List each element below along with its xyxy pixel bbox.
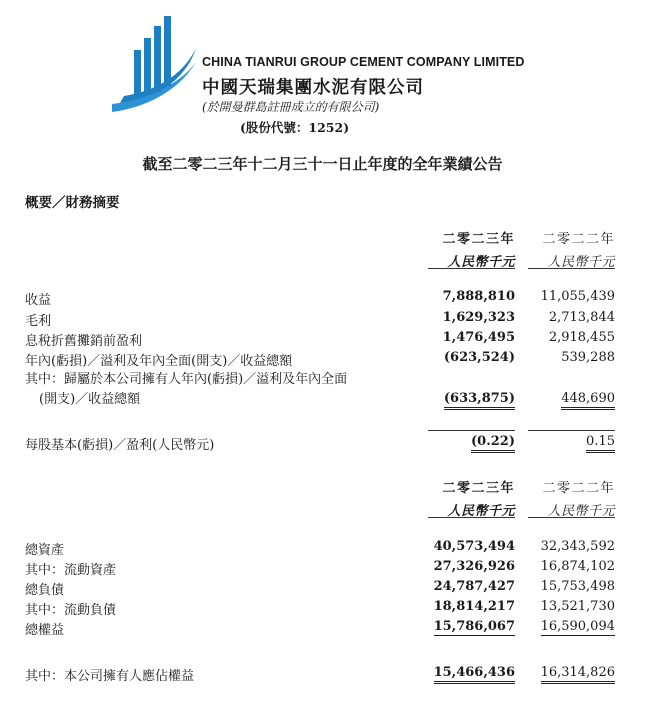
company-name-cn: 中國天瑞集團水泥有限公司 bbox=[202, 78, 424, 98]
row-label: 總權益 bbox=[25, 623, 65, 638]
value-2023: 40,573,494 bbox=[433, 539, 515, 554]
value-2022: 32,343,592 bbox=[540, 539, 615, 554]
value-2022: 539,288 bbox=[561, 350, 615, 365]
value-2023: 15,466,436 bbox=[434, 665, 515, 684]
table1-header-2022-unit: 人民幣千元 bbox=[547, 255, 615, 270]
row-label: 年內(虧損)／溢利及年內全面(開支)／收益總額 bbox=[25, 354, 293, 369]
table2-header-rule-2023 bbox=[428, 517, 515, 518]
value-2023: 7,888,810 bbox=[442, 289, 515, 304]
table1-header-2023-unit: 人民幣千元 bbox=[447, 255, 515, 270]
table1-header-2023 bbox=[442, 228, 515, 270]
value-2023: 15,786,067 bbox=[433, 619, 515, 634]
row-label: 毛利 bbox=[25, 314, 52, 329]
section-title: 概要／財務摘要 bbox=[25, 195, 120, 211]
table-row bbox=[25, 539, 615, 558]
value-2022: 16,590,094 bbox=[540, 619, 615, 634]
table1-header-2022 bbox=[542, 228, 615, 270]
row-label: 其中：流動資產 bbox=[25, 563, 117, 578]
table-row bbox=[25, 330, 615, 349]
value-2022: 16,874,102 bbox=[540, 559, 615, 574]
value-2023: 1,629,323 bbox=[442, 310, 515, 325]
value-2022: 448,690 bbox=[561, 391, 615, 410]
announcement-title: 截至二零二三年十二月三十一日止年度的全年業績公告 bbox=[142, 155, 503, 173]
table2-header-2022 bbox=[542, 477, 615, 519]
eps-top-rule-2023 bbox=[428, 430, 515, 431]
row-label: 其中：本公司擁有人應佔權益 bbox=[25, 669, 195, 684]
table1-header-rule-2023 bbox=[428, 268, 515, 269]
eps-row bbox=[25, 434, 615, 453]
value-2022: 0.15 bbox=[586, 434, 615, 453]
table-row bbox=[25, 289, 615, 308]
row-label: 其中：流動負債 bbox=[25, 603, 117, 618]
value-2023: (0.22) bbox=[471, 434, 515, 453]
value-2022: 2,713,844 bbox=[548, 310, 615, 325]
equity-owners-row bbox=[25, 665, 615, 684]
row-label: 總負債 bbox=[25, 583, 65, 598]
table-row bbox=[25, 350, 615, 369]
table-row bbox=[25, 579, 615, 598]
company-logo-icon bbox=[104, 12, 200, 120]
table-row bbox=[25, 599, 615, 618]
table-row bbox=[25, 559, 615, 578]
table2-header-2023-year: 二零二三年 bbox=[442, 481, 515, 496]
row-label bbox=[25, 370, 347, 410]
value-2022: 16,314,826 bbox=[541, 665, 615, 684]
value-2022: 13,521,730 bbox=[540, 599, 615, 614]
table2-header-2023 bbox=[442, 477, 515, 519]
value-2023: 18,814,217 bbox=[433, 599, 515, 614]
table2-header-rule-2022 bbox=[528, 517, 615, 518]
table-row bbox=[25, 310, 615, 329]
value-2023: (633,875) bbox=[444, 391, 515, 410]
eps-top-rule-2022 bbox=[528, 430, 615, 431]
value-2023: (623,524) bbox=[443, 350, 515, 365]
row-label: 總資產 bbox=[25, 543, 65, 558]
row-label: 每股基本(虧損)／盈利(人民幣元) bbox=[25, 438, 215, 453]
table-row bbox=[25, 619, 615, 638]
table1-header-2023-year: 二零二三年 bbox=[442, 232, 515, 247]
table-row bbox=[25, 370, 615, 410]
table2-header-2022-year: 二零二二年 bbox=[542, 481, 615, 496]
table1-header-rule-2022 bbox=[528, 268, 615, 269]
value-2022: 2,918,455 bbox=[548, 330, 615, 345]
row-label-line2: (開支)／收益總額 bbox=[39, 392, 141, 407]
row-label: 息稅折舊攤銷前盈利 bbox=[25, 334, 143, 349]
value-2022: 11,055,439 bbox=[540, 289, 615, 304]
table1-header-2022-year: 二零二二年 bbox=[542, 232, 615, 247]
row-label-line1: 其中：歸屬於本公司擁有人年內(虧損)／溢利及年內全面 bbox=[25, 372, 348, 387]
value-2023: 24,787,427 bbox=[433, 579, 515, 594]
value-2022: 15,753,498 bbox=[540, 579, 615, 594]
value-2023: 27,326,926 bbox=[433, 559, 515, 574]
company-name-en: CHINA TIANRUI GROUP CEMENT COMPANY LIMITED bbox=[202, 55, 525, 69]
value-2023: 1,476,495 bbox=[442, 330, 515, 345]
incorporation-note: (於開曼群島註冊成立的有限公司) bbox=[202, 100, 380, 114]
table2-header-2022-unit: 人民幣千元 bbox=[547, 504, 615, 519]
stock-code: (股份代號：1252) bbox=[240, 120, 350, 135]
row-label: 收益 bbox=[25, 293, 52, 308]
table2-header-2023-unit: 人民幣千元 bbox=[447, 504, 515, 519]
